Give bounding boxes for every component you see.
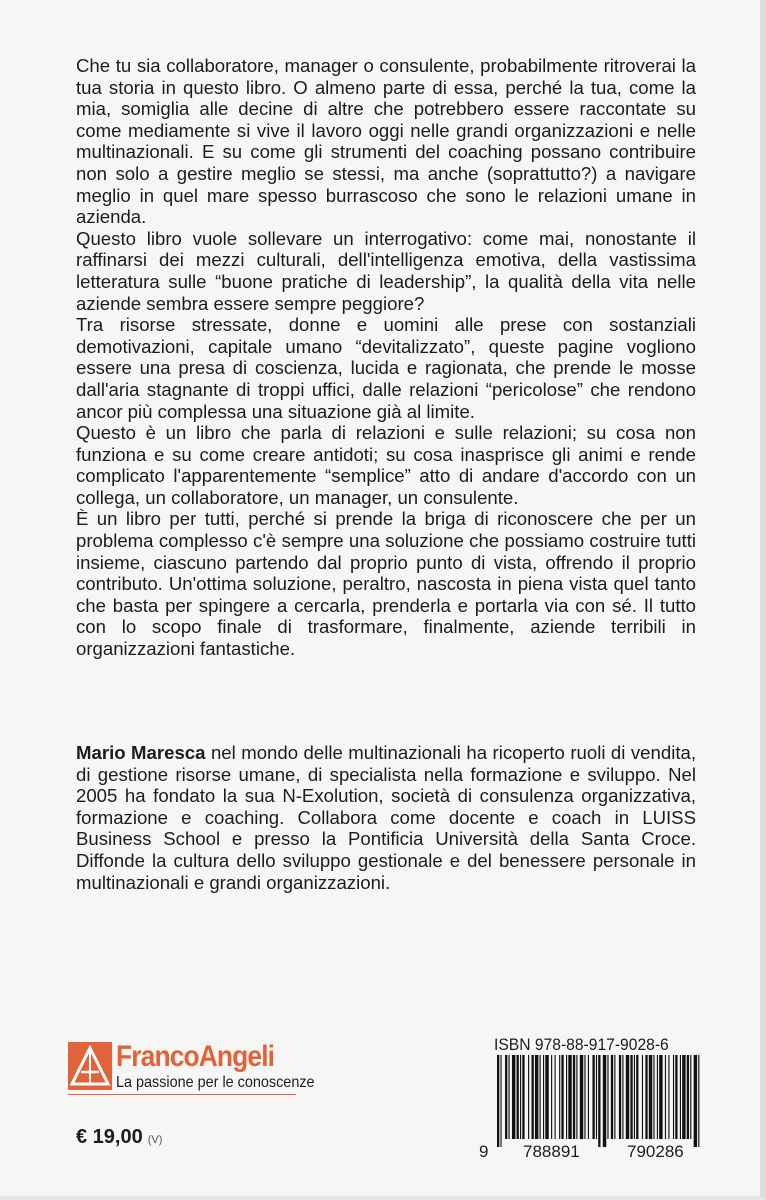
price-label: [76, 1126, 162, 1149]
barcode: [479, 1055, 703, 1161]
barcode-bar: [673, 1055, 674, 1139]
barcode-bar: [509, 1055, 510, 1139]
barcode-digits-left: 788891: [523, 1142, 580, 1161]
price-value: € 19,00: [76, 1126, 143, 1148]
barcode-digits-right: 790286: [627, 1142, 684, 1161]
price-vat: (V): [147, 1134, 163, 1146]
barcode-bar: [588, 1055, 589, 1139]
blurb-paragraph: Che tu sia collaboratore, manager o consulente, probabilmente ritroverai la tua storia in questo libro. O almeno parte di essa, perché la tua, come la mia, somiglia alle decine di altre che potrebbero essere raccontate su come mediamente si vive il lavoro oggi nelle grandi organizzazioni e nelle multinazionali. E su come gli strumenti del coaching possano contribuire non solo a gestire meglio se stessi, ma anche (soprattutto?) a navigare meglio in quel mare spesso burrascoso che sono le relazioni umane in azienda.: [76, 55, 696, 228]
barcode-bar: [690, 1055, 691, 1139]
barcode-bar: [698, 1055, 699, 1147]
publisher-tagline: La passione per le conoscenze: [116, 1074, 315, 1091]
publisher-logo-icon: [68, 1042, 112, 1090]
barcode-bar: [680, 1055, 681, 1139]
barcode-bar: [636, 1055, 638, 1139]
isbn-label: ISBN 978-88-917-9028-6: [494, 1035, 669, 1054]
barcode-bar: [665, 1055, 666, 1139]
barcode-bar: [497, 1055, 499, 1147]
barcode-bar: [540, 1055, 541, 1139]
barcode-bar: [522, 1055, 524, 1139]
barcode-bar: [626, 1055, 629, 1139]
barcode-bar: [517, 1055, 519, 1139]
author-bio-text: nel mondo delle multinazionali ha ricoperto ruoli di vendita, di gestione risorse umane, di specialista nella formazione e sviluppo. Nel 2005 ha fondato la sua N-Exolution, società di consulenza organizzativa, formazione e coaching. Collabora come docente e coach in LUISS Business School e presso la Pontificia Università della Santa Croce. Diffonde la cultura dello sviluppo gestionale e del benessere personale in multinazionali e grandi organizzazioni.: [76, 742, 696, 893]
barcode-bar: [634, 1055, 635, 1139]
barcode-bar: [596, 1055, 597, 1139]
barcode-bar: [545, 1055, 548, 1139]
barcode-bar: [668, 1055, 669, 1139]
barcode-bar: [645, 1055, 647, 1139]
barcode-bar: [619, 1055, 621, 1139]
barcode-bar: [607, 1055, 608, 1139]
barcode-bar: [551, 1055, 552, 1139]
barcode-bar: [568, 1055, 571, 1139]
barcode-bar: [694, 1055, 697, 1147]
barcode-bar: [505, 1055, 507, 1139]
barcode-bar: [642, 1055, 643, 1139]
blurb-paragraph: Tra risorse stressate, donne e uomini alle prese con sostanziali demotivazioni, capitale umano “devitalizzato”, queste pagine vogliono essere una presa di coscienza, lucida e ragionata, che prende le mosse dall'aria stagnante di troppi uffici, dalle relazioni “pericolose” che rendono ancor più complessa una situazione già al limite.: [76, 314, 696, 422]
barcode-bar: [512, 1055, 515, 1139]
barcode-bar: [580, 1055, 583, 1139]
blurb-paragraph: Questo è un libro che parla di relazioni e sulle relazioni; su cosa non funziona e su come creare antidoti; su cosa inasprisce gli animi e rende complicato l'apparentemente “semplice” atto di andare d'accordo con un collega, un collaboratore, un manager, un consulente.: [76, 422, 696, 508]
barcode-bar: [532, 1055, 534, 1139]
author-bio-paragraph: [76, 742, 696, 893]
barcode-bar: [682, 1055, 685, 1139]
barcode-bar: [520, 1055, 521, 1139]
barcode-bar: [543, 1055, 544, 1139]
barcode-bar: [561, 1055, 563, 1139]
barcode-bar: [630, 1055, 632, 1139]
blurb-paragraph: Questo libro vuole sollevare un interrogativo: come mai, nonostante il raffinarsi dei mezzi culturali, dell'intelligenza emotiva, della vastissima letteratura sulle “buone pratiche di leadership”, la qualità della vita nelle aziende sembra essere sempre peggiore?: [76, 227, 696, 314]
barcode-digit-first: 9: [479, 1142, 489, 1161]
barcode-bar: [687, 1055, 689, 1139]
blurb-paragraph: È un libro per tutti, perché si prende la briga di riconoscere che per un problema complesso c'è sempre una soluzione che possiamo costruire tutti insieme, ciascuno partendo dal proprio punto di vista, offrendo il proprio contributo. Un'ottima soluzione, peraltro, nascosta in piena vista quel tanto che basta per spingere a cercarla, prenderla e portarla via con sé. Il tutto con lo scopo finale di trasformare, finalmente, aziende terribili in organizzazioni fantastiche.: [76, 508, 696, 660]
barcode-bar: [659, 1055, 662, 1139]
barcode-bar: [622, 1055, 623, 1139]
author-bio: [76, 742, 696, 893]
barcode-bar: [675, 1055, 677, 1139]
barcode-bar: [559, 1055, 560, 1139]
barcode-bar: [603, 1055, 606, 1147]
barcode-bar: [576, 1055, 577, 1139]
barcode-bar: [598, 1055, 600, 1147]
barcode-bar: [592, 1055, 594, 1139]
barcode-bar: [566, 1055, 567, 1139]
barcode-bar: [614, 1055, 615, 1139]
barcode-bar: [611, 1055, 613, 1139]
blurb-text: [76, 55, 696, 660]
barcode-bar: [584, 1055, 585, 1139]
barcode-bar: [573, 1055, 575, 1139]
barcode-bar: [535, 1055, 538, 1139]
publisher-name: FrancoAngeli: [116, 1040, 275, 1073]
barcode-bar: [649, 1055, 652, 1139]
publisher-underline: [68, 1094, 296, 1095]
author-name: Mario Maresca: [76, 742, 206, 763]
publisher-block: [68, 1040, 315, 1100]
barcode-bar: [653, 1055, 654, 1139]
barcode-bar: [555, 1055, 556, 1139]
barcode-bar: [528, 1055, 529, 1139]
barcode-bar: [500, 1055, 501, 1147]
barcode-bar: [657, 1055, 658, 1139]
